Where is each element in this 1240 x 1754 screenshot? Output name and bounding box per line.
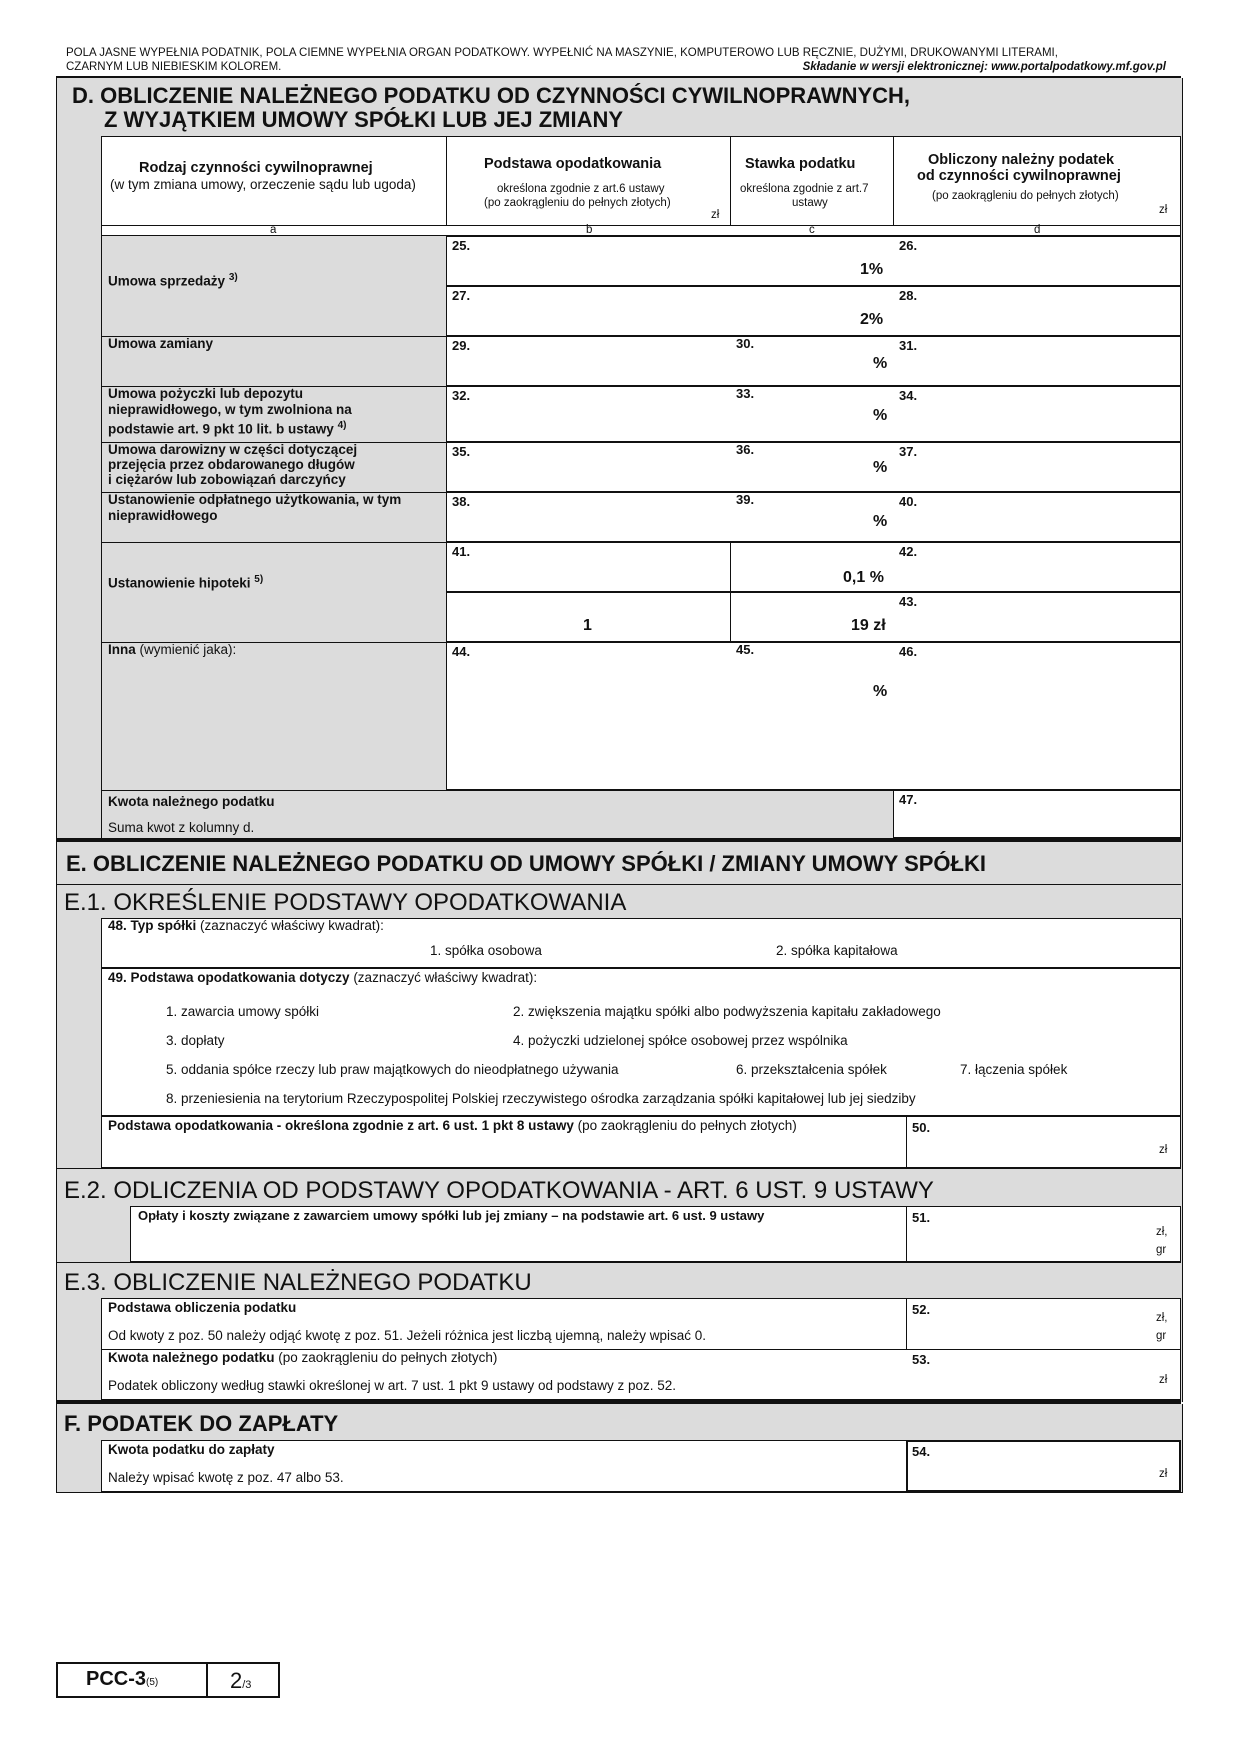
section-d-title-line2: Z WYJĄTKIEM UMOWY SPÓŁKI LUB JEJ ZMIANY [104, 107, 624, 132]
field-50-label: Podstawa opodatkowania - określona zgodnie z art. 6 ust. 1 pkt 8 ustawy (po zaokrągleniu do pełnych złotych) [108, 1118, 797, 1133]
col-divider-c-hip [730, 542, 731, 642]
field-49-option-7[interactable]: 7. łączenia spółek [960, 1062, 1068, 1077]
field-50-input[interactable] [907, 1117, 1180, 1167]
field-32-34-row [446, 386, 1181, 442]
field-49-option-2[interactable]: 2. zwiększenia majątku spółki albo podwyższenia kapitału zakładowego [513, 1004, 941, 1019]
col-letter-d: d [1034, 224, 1041, 236]
section-e2-title: E.2. ODLICZENIA OD PODSTAWY OPODATKOWANIA - ART. 6 UST. 9 USTAWY [64, 1177, 934, 1204]
field-49-option-4[interactable]: 4. pożyczki udzielonej spółce osobowej przez wspólnika [513, 1033, 848, 1048]
section-d-title-line1: D. OBLICZENIE NALEŻNEGO PODATKU OD CZYNNOŚCI CYWILNOPRAWNYCH, [72, 83, 911, 108]
section-e3-title: E.3. OBLICZENIE NALEŻNEGO PODATKU [64, 1269, 532, 1296]
field-number-26: 26. [899, 238, 918, 253]
footer-divider [206, 1662, 208, 1698]
row-divider-7 [101, 790, 1181, 791]
field-48-option-osobowa[interactable]: 1. spółka osobowa [430, 943, 542, 958]
section-e-title: E. OBLICZENIE NALEŻNEGO PODATKU OD UMOWY SPÓŁKI / ZMIANY UMOWY SPÓŁKI [66, 851, 986, 876]
row-label-pozyczka-3: podstawie art. 9 pkt 10 lit. b ustawy $^{4)}$ [108, 420, 347, 437]
instructions-line1: POLA JASNE WYPEŁNIA PODATNIK, POLA CIEMNE WYPEŁNIA ORGAN PODATKOWY. WYPEŁNIĆ NA MASZYNIE, KOMPUTEROWO LUB RĘCZNIE, DUŻYMI, DRUKOWANYMI LITERAMI, [66, 47, 1058, 59]
field-number-45: 45. [736, 642, 755, 657]
field-number-31: 31. [899, 338, 918, 353]
row-label-hipoteka: Ustanowienie hipoteki $^{5)}$ [108, 574, 264, 591]
row-label-uzytkowanie-1: Ustanowienie odpłatnego użytkowania, w tym [108, 492, 402, 507]
left-table-border [101, 236, 102, 838]
row-label-darowizna-2: przejęcia przez obdarowanego długów [108, 457, 355, 472]
rate-1-percent: 1% [860, 261, 884, 278]
col-letter-c: c [809, 224, 815, 236]
rate-19-zl: 19 zł [851, 617, 886, 634]
col-b-unit: zł [711, 209, 720, 221]
row-divider-5 [101, 542, 446, 543]
field-49-option-1[interactable]: 1. zawarcia umowy spółki [166, 1004, 320, 1019]
field-29-31-row [446, 336, 1181, 386]
field-number-47: 47. [899, 792, 918, 807]
row-label-suma: Suma kwot z kolumny d. [108, 820, 255, 835]
section-e-divider [56, 884, 1181, 885]
field-48-label: 48. Typ spółki (zaznaczyć właściwy kwadrat): [108, 918, 384, 933]
field-number-39: 39. [736, 492, 755, 507]
rate-percent-45: % [873, 683, 888, 700]
field-54-input[interactable] [906, 1440, 1181, 1492]
field-number-54: 54. [912, 1444, 931, 1459]
field-52-note: Od kwoty z poz. 50 należy odjąć kwotę z poz. 51. Jeżeli różnica jest liczbą ujemną, należy wpisać 0. [108, 1328, 707, 1343]
field-52-unit-zl: zł, [1156, 1312, 1168, 1324]
field-number-51: 51. [912, 1210, 931, 1225]
instructions-line2: CZARNYM LUB NIEBIESKIM KOLOREM. [66, 61, 282, 73]
field-number-27: 27. [452, 288, 471, 303]
row-label-uzytkowanie-2: nieprawidłowego [108, 508, 218, 523]
section-e1-title: E.1. OKREŚLENIE PODSTAWY OPODATKOWANIA [64, 889, 627, 916]
field-51-input[interactable] [907, 1207, 1180, 1261]
col-d-title2: od czynności cywilnoprawnej [917, 168, 1121, 184]
field-number-42: 42. [899, 544, 918, 559]
col-letter-b: b [586, 224, 593, 236]
field-number-52: 52. [912, 1302, 931, 1317]
row-label-darowizna-1: Umowa darowizny w części dotyczącej [108, 442, 358, 457]
row-label-kwota: Kwota należnego podatku [108, 794, 275, 809]
row-label-darowizna-3: i ciężarów lub zobowiązań darczyńcy [108, 472, 346, 487]
col-b-subtitle1: określona zgodnie z art.6 ustawy [497, 183, 665, 195]
field-44-46-row [446, 642, 1181, 790]
row-label-pozyczka-2: nieprawidłowego, w tym zwolniona na [108, 402, 352, 417]
field-number-53: 53. [912, 1352, 931, 1367]
field-54-label: Kwota podatku do zapłaty [108, 1442, 275, 1457]
field-number-50: 50. [912, 1120, 931, 1135]
field-49-label: 49. Podstawa opodatkowania dotyczy (zaznaczyć właściwy kwadrat): [108, 970, 538, 985]
field-number-41: 41. [452, 544, 471, 559]
field-47-cell[interactable] [893, 790, 1181, 838]
rate-percent-30: % [873, 355, 888, 372]
field-number-33: 33. [736, 386, 755, 401]
field-number-29: 29. [452, 338, 471, 353]
field-27-28-row [446, 286, 1181, 336]
col-d-title1: Obliczony należny podatek [928, 152, 1115, 168]
field-53-note: Podatek obliczony według stawki określonej w art. 7 ust. 1 pkt 9 ustawy od podstawy z poz. 52. [108, 1378, 677, 1393]
col-b-title: Podstawa opodatkowania [484, 156, 662, 172]
field-number-34: 34. [899, 388, 918, 403]
section-f-title: F. PODATEK DO ZAPŁATY [64, 1411, 339, 1436]
field-51-label: Opłaty i koszty związane z zawarciem umowy spółki lub jej zmiany – na podstawie art. 6 ust. 9 ustawy [138, 1208, 765, 1223]
field-48-option-kapitalowa[interactable]: 2. spółka kapitałowa [776, 943, 898, 958]
field-number-30: 30. [736, 336, 755, 351]
rate-01-percent: 0,1 % [843, 569, 884, 586]
field-number-32: 32. [452, 388, 471, 403]
col-d-unit: zł [1159, 204, 1168, 216]
field-number-38: 38. [452, 494, 471, 509]
field-49-option-5[interactable]: 5. oddania spółce rzeczy lub praw majątkowych do nieodpłatnego używania [166, 1062, 619, 1077]
field-41-42-row [446, 542, 1181, 592]
field-49-option-3[interactable]: 3. dopłaty [166, 1033, 225, 1048]
field-number-43: 43. [899, 594, 918, 609]
electronic-filing-note: Składanie w wersji elektronicznej: www.portalpodatkowy.mf.gov.pl [802, 61, 1166, 73]
section-e3-divider [56, 1262, 1181, 1263]
field-number-35: 35. [452, 444, 471, 459]
field-52-label: Podstawa obliczenia podatku [108, 1300, 297, 1315]
column-letters-row [101, 225, 1181, 236]
field-53-input[interactable] [907, 1350, 1180, 1400]
row-label-zamiana: Umowa zamiany [108, 336, 214, 351]
field-number-25: 25. [452, 238, 471, 253]
field-53-unit: zł [1159, 1374, 1168, 1386]
field-49-option-6[interactable]: 6. przekształcenia spółek [736, 1062, 887, 1077]
row-label-inna: Inna (wymienić jaka): [108, 642, 237, 657]
row-label-pozyczka-1: Umowa pożyczki lub depozytu [108, 386, 304, 401]
field-43-left-area [447, 593, 892, 641]
row-label-sprzedaz: Umowa sprzedaży $^{3)}$ [108, 272, 238, 289]
field-number-28: 28. [899, 288, 918, 303]
field-50-unit: zł [1159, 1144, 1168, 1156]
footer-page-number: 2/3 [230, 1668, 252, 1693]
rate-2-percent: 2% [860, 311, 884, 328]
col-a-title: Rodzaj czynności cywilnoprawnej [139, 160, 373, 176]
field-53-label: Kwota należnego podatku (po zaokrągleniu do pełnych złotych) [108, 1350, 498, 1365]
field-54-note: Należy wpisać kwotę z poz. 47 albo 53. [108, 1470, 344, 1485]
field-52-input[interactable] [907, 1299, 1180, 1349]
hipoteka-value-one: 1 [583, 617, 592, 634]
rate-percent-36: % [873, 459, 888, 476]
field-51-unit-gr: gr [1156, 1244, 1167, 1256]
field-number-44: 44. [452, 644, 471, 659]
field-number-40: 40. [899, 494, 918, 509]
form-instructions [66, 46, 1166, 74]
col-d-subtitle: (po zaokrągleniu do pełnych złotych) [932, 190, 1119, 202]
col-c-subtitle2: ustawy [792, 197, 828, 209]
col-b-subtitle2: (po zaokrągleniu do pełnych złotych) [484, 197, 671, 209]
rate-percent-33: % [873, 407, 888, 424]
field-38-40-row [446, 492, 1181, 542]
field-52-unit-gr: gr [1156, 1330, 1167, 1342]
footer-form-name: PCC-3(5) [86, 1668, 159, 1690]
col-c-title: Stawka podatku [745, 156, 856, 172]
col-letter-a: a [270, 224, 277, 236]
field-number-36: 36. [736, 442, 755, 457]
field-51-unit-zl: zł, [1156, 1226, 1168, 1238]
field-35-37-row [446, 442, 1181, 492]
field-54-unit: zł [1159, 1468, 1168, 1480]
col-a-subtitle: (w tym zmiana umowy, orzeczenie sądu lub ugoda) [110, 177, 416, 192]
field-49-option-8[interactable]: 8. przeniesienia na terytorium Rzeczypospolitej Polskiej rzeczywistego ośrodka zarządzania spółki kapitałowej lub jej siedziby [166, 1091, 916, 1106]
field-number-37: 37. [899, 444, 918, 459]
col-c-subtitle1: określona zgodnie z art.7 [740, 183, 869, 195]
section-e2-divider [56, 1168, 1181, 1169]
field-number-46: 46. [899, 644, 918, 659]
rate-percent-39: % [873, 513, 888, 530]
field-25-26-row [446, 236, 1181, 286]
